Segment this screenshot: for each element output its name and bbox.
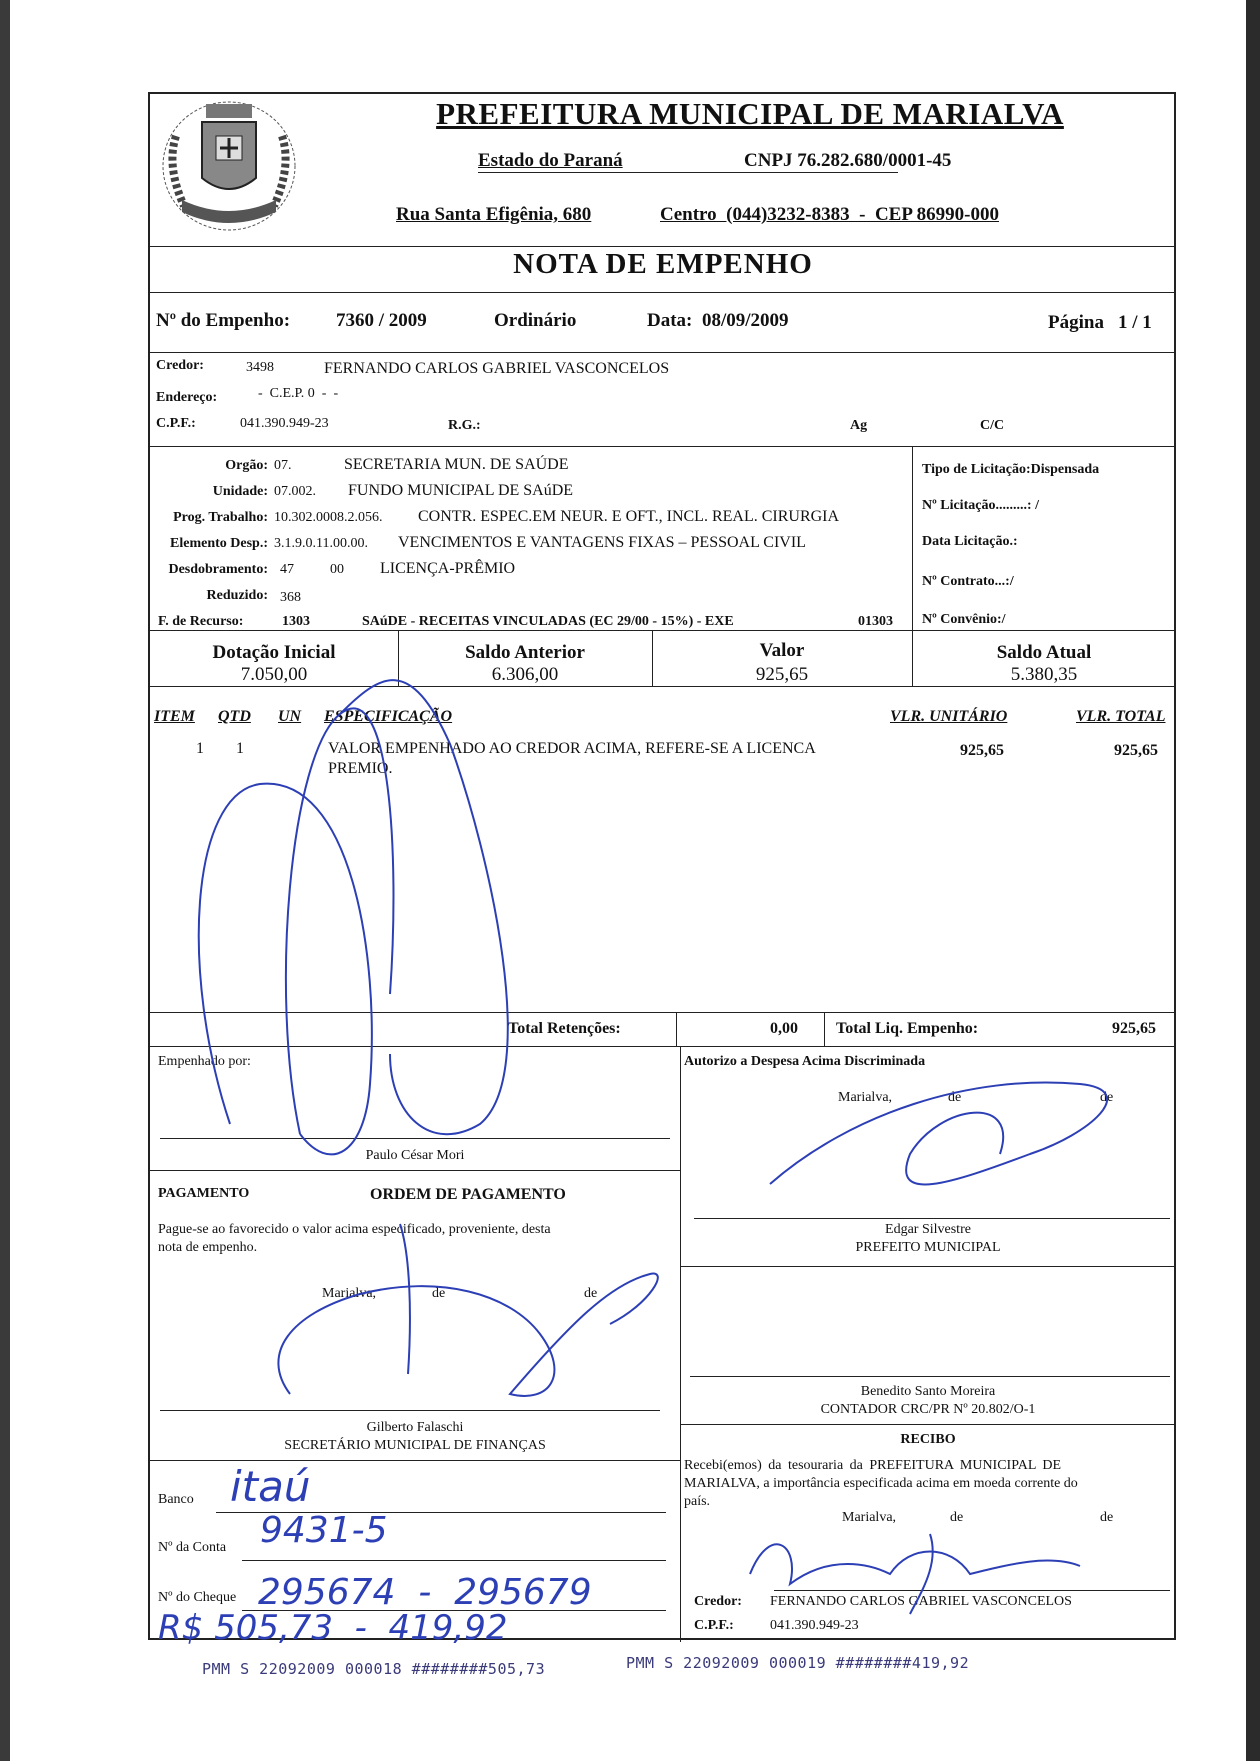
contador-nome: Benedito Santo Moreira — [860, 1384, 996, 1399]
autorizo-label: Autorizo a Despesa Acima Discriminada — [684, 1054, 926, 1069]
banco-handwritten: itaú — [230, 1462, 311, 1511]
col-header-vlr-total: VLR. TOTAL — [1076, 708, 1166, 725]
recibo-de-2: de — [1100, 1510, 1114, 1525]
desdobramento-name: LICENÇA-PRÊMIO — [380, 560, 516, 577]
prog-name: CONTR. ESPEC.EM NEUR. E OFT., INCL. REAL. CIRURGIA — [418, 508, 840, 525]
recibo-cpf-label: C.P.F.: — [694, 1618, 734, 1633]
empenhado-por-label: Empenhado por: — [158, 1054, 251, 1069]
recibo-de-1: de — [950, 1510, 964, 1525]
licitacao-numero: Nº Licitação.........: / — [922, 498, 1039, 513]
orgao-label: Orgão: — [225, 458, 268, 473]
bank-stamp-2: PMM S 22092009 000019 ########419,92 — [626, 1654, 970, 1672]
page-label: Página — [1048, 312, 1104, 333]
cheque-label: Nº do Cheque — [158, 1590, 237, 1605]
orgao-name: SECRETARIA MUN. DE SAÚDE — [344, 456, 569, 473]
endereco-label: Endereço: — [156, 390, 218, 405]
prefeito-nome: Edgar Silvestre — [885, 1222, 971, 1237]
item-total-value: 925,65 — [1114, 742, 1158, 759]
nota-de-empenho-form — [148, 92, 1176, 1648]
recurso-code: 1303 — [282, 614, 310, 629]
recurso-label: F. de Recurso: — [158, 614, 244, 629]
address-contact: Centro (044)3232-8383 - CEP 86990-000 — [660, 204, 999, 225]
pagamento-texto-2: nota de empenho. — [158, 1240, 258, 1255]
saldo-anterior-value: 6.306,00 — [491, 664, 559, 685]
conta-label: Nº da Conta — [158, 1540, 227, 1555]
saldo-anterior-label: Saldo Anterior — [465, 642, 585, 663]
empenhado-por-nome: Paulo César Mori — [365, 1148, 465, 1163]
licitacao-convenio: Nº Convênio:/ — [922, 612, 1006, 627]
item-spec-line2: PREMIO. — [328, 760, 393, 777]
reduzido-label: Reduzido: — [206, 588, 268, 603]
elemento-code: 3.1.9.0.11.00.00. — [274, 536, 368, 551]
cc-label: C/C — [980, 418, 1005, 433]
pagamento-de-1: de — [432, 1286, 446, 1301]
item-qtd: 1 — [236, 740, 244, 757]
retencoes-value: 0,00 — [770, 1020, 798, 1037]
recibo-texto-1: Recebi(emos) da tesouraria da PREFEITURA MUNICIPAL DE — [684, 1458, 1062, 1473]
empenho-number: 7360 / 2009 — [336, 310, 427, 331]
valores-handwritten: R$ 505,73 - 419,92 — [158, 1608, 508, 1648]
recibo-credor: FERNANDO CARLOS GABRIEL VASCONCELOS — [770, 1594, 1072, 1609]
desdobramento-code-a: 47 — [280, 562, 294, 577]
elemento-name: VENCIMENTOS E VANTAGENS FIXAS – PESSOAL CIVIL — [398, 534, 806, 551]
credor-code: 3498 — [246, 360, 274, 375]
cnpj: CNPJ 76.282.680/0001-45 — [744, 150, 952, 171]
reduzido-value: 368 — [280, 590, 301, 605]
recibo-credor-label: Credor: — [694, 1594, 742, 1609]
document-title: NOTA DE EMPENHO — [513, 248, 813, 280]
col-header-vlr-unitario: VLR. UNITÁRIO — [890, 708, 1008, 725]
pagamento-label: PAGAMENTO — [158, 1186, 250, 1201]
valor-value: 925,65 — [755, 664, 809, 685]
licitacao-data: Data Licitação.: — [922, 534, 1018, 549]
recibo-local: Marialva, — [842, 1510, 897, 1525]
orgao-code: 07. — [274, 458, 292, 473]
liquido-value: 925,65 — [1112, 1020, 1156, 1037]
licitacao-tipo: Tipo de Licitação:Dispensada — [922, 462, 1100, 477]
address-street: Rua Santa Efigênia, 680 — [396, 204, 592, 225]
empenho-type: Ordinário — [494, 310, 577, 331]
unidade-name: FUNDO MUNICIPAL DE SAúDE — [348, 482, 574, 499]
recibo-texto-3: país. — [684, 1494, 711, 1509]
recibo-texto-2: MARIALVA, a importância especificada acima em moeda corrente do — [684, 1476, 1078, 1491]
liquido-label: Total Liq. Empenho: — [836, 1020, 979, 1037]
recurso-code-2: 01303 — [858, 614, 893, 629]
valor-label: Valor — [759, 640, 805, 661]
empenho-date-label: Data: — [647, 310, 693, 331]
pagamento-de-2: de — [584, 1286, 598, 1301]
bank-stamp-1: PMM S 22092009 000018 ########505,73 — [202, 1660, 546, 1678]
pagamento-local: Marialva, — [322, 1286, 377, 1301]
empenho-number-label: Nº do Empenho: — [156, 310, 291, 331]
conta-handwritten: 9431-5 — [260, 1510, 388, 1551]
state-name: Estado do Paraná — [478, 150, 623, 171]
item-unit-value: 925,65 — [960, 742, 1004, 759]
prefeito-cargo: PREFEITO MUNICIPAL — [855, 1240, 1001, 1255]
autorizo-de-2: de — [1100, 1090, 1114, 1105]
saldo-atual-value: 5.380,35 — [1010, 664, 1078, 685]
col-header-item: ITEM — [154, 708, 195, 725]
ordem-pagamento-title: ORDEM DE PAGAMENTO — [370, 1186, 566, 1203]
retencoes-label: Total Retenções: — [508, 1020, 621, 1037]
recibo-title: RECIBO — [900, 1432, 956, 1447]
credor-name: FERNANDO CARLOS GABRIEL VASCONCELOS — [324, 360, 670, 377]
cheque-handwritten: 295674 - 295679 — [258, 1572, 592, 1613]
licitacao-contrato: Nº Contrato...:/ — [922, 574, 1014, 589]
contador-cargo: CONTADOR CRC/PR Nº 20.802/O-1 — [820, 1402, 1036, 1417]
credor-label: Credor: — [156, 358, 204, 373]
recibo-cpf: 041.390.949-23 — [770, 1618, 859, 1633]
dotacao-label: Dotação Inicial — [212, 642, 336, 663]
desdobramento-label: Desdobramento: — [168, 562, 268, 577]
page-number: 1 / 1 — [1118, 312, 1152, 333]
autorizo-local: Marialva, — [838, 1090, 893, 1105]
recurso-name: SAúDE - RECEITAS VINCULADAS (EC 29/00 - 15%) - EXE — [362, 614, 734, 629]
empenho-date: 08/09/2009 — [702, 310, 789, 331]
rg-label: R.G.: — [448, 418, 481, 433]
elemento-label: Elemento Desp.: — [170, 536, 268, 551]
prefeitura-title: PREFEITURA MUNICIPAL DE MARIALVA — [436, 96, 1064, 131]
dotacao-value: 7.050,00 — [240, 664, 308, 685]
desdobramento-code-b: 00 — [330, 562, 344, 577]
prog-code: 10.302.0008.2.056. — [274, 510, 383, 525]
saldo-atual-label: Saldo Atual — [996, 642, 1092, 663]
col-header-un: UN — [278, 708, 302, 725]
unidade-label: Unidade: — [212, 484, 268, 499]
pagamento-texto-1: Pague-se ao favorecido o valor acima especificado, proveniente, desta — [158, 1222, 551, 1237]
secretario-nome: Gilberto Falaschi — [366, 1420, 464, 1435]
unidade-code: 07.002. — [274, 484, 316, 499]
autorizo-de-1: de — [948, 1090, 962, 1105]
handwritten-signatures — [150, 94, 1176, 1640]
ag-label: Ag — [850, 418, 868, 433]
cpf-value: 041.390.949-23 — [240, 416, 329, 431]
endereco-value: - C.E.P. 0 - - — [258, 386, 339, 401]
col-header-qtd: QTD — [218, 708, 251, 725]
item-spec-line1: VALOR EMPENHADO AO CREDOR ACIMA, REFERE-SE A LICENCA — [328, 740, 816, 757]
item-number: 1 — [196, 740, 204, 757]
prog-label: Prog. Trabalho: — [173, 510, 268, 525]
cpf-label: C.P.F.: — [156, 416, 196, 431]
secretario-cargo: SECRETÁRIO MUNICIPAL DE FINANÇAS — [284, 1438, 546, 1453]
col-header-especificacao: ESPECIFICAÇÃO — [324, 708, 453, 725]
banco-label: Banco — [158, 1492, 194, 1507]
